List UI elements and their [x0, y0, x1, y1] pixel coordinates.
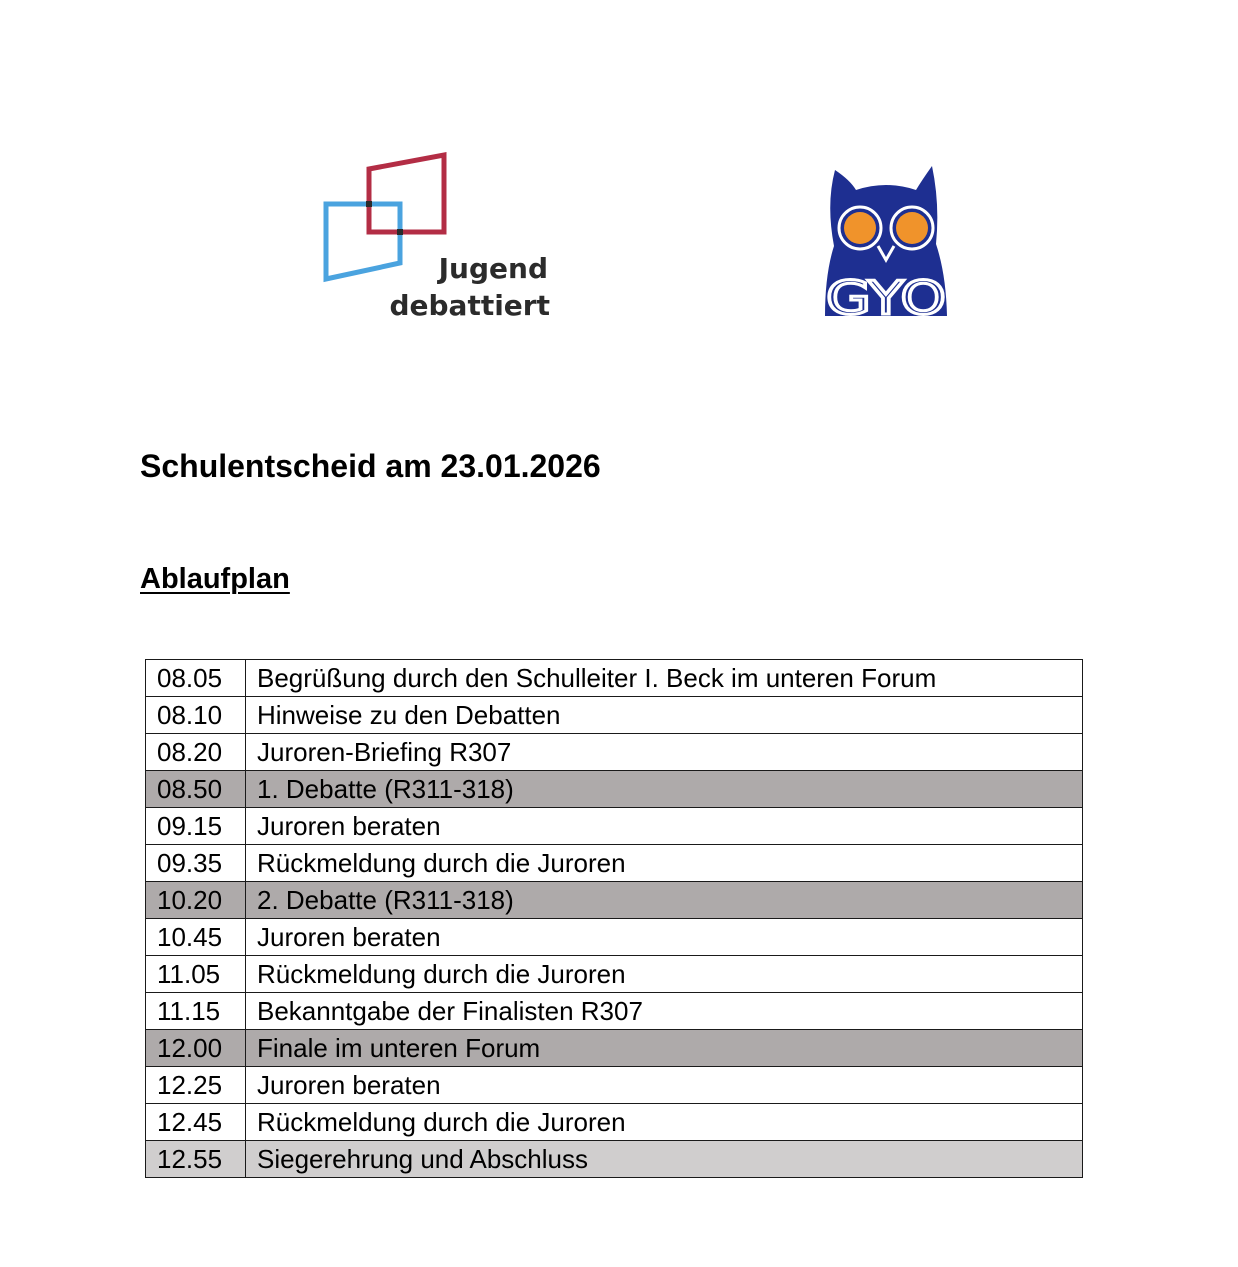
table-row [146, 697, 1083, 734]
event-cell: 1. Debatte (R311-318) [246, 771, 1083, 808]
time-cell: 10.20 [146, 882, 246, 919]
table-row [146, 1104, 1083, 1141]
table-row [146, 956, 1083, 993]
time-cell: 11.15 [146, 993, 246, 1030]
time-cell: 12.25 [146, 1067, 246, 1104]
table-row [146, 919, 1083, 956]
gyo-owl-logo [822, 164, 950, 316]
time-cell: 10.45 [146, 919, 246, 956]
owl-text-gyo: GYO [826, 271, 946, 316]
time-cell: 11.05 [146, 956, 246, 993]
time-cell: 08.20 [146, 734, 246, 771]
time-cell: 08.05 [146, 660, 246, 697]
owl-eye-left [844, 212, 876, 244]
table-row [146, 1141, 1083, 1178]
event-cell: Juroren beraten [246, 1067, 1083, 1104]
section-heading: Ablaufplan [140, 563, 290, 595]
schedule-table-body [146, 660, 1083, 1178]
event-cell: Rückmeldung durch die Juroren [246, 845, 1083, 882]
table-row [146, 1030, 1083, 1067]
table-row [146, 1067, 1083, 1104]
owl-eye-right [896, 212, 928, 244]
logo-overlap-mark [366, 201, 372, 207]
event-cell: Finale im unteren Forum [246, 1030, 1083, 1067]
time-cell: 09.15 [146, 808, 246, 845]
logo-text-debattiert: debattiert [389, 289, 550, 322]
logo-blue-frame [326, 204, 400, 279]
event-cell: Hinweise zu den Debatten [246, 697, 1083, 734]
page-title: Schulentscheid am 23.01.2026 [140, 448, 601, 484]
event-cell: Siegerehrung und Abschluss [246, 1141, 1083, 1178]
logo-text-jugend: Jugend [438, 252, 548, 285]
event-cell: Juroren-Briefing R307 [246, 734, 1083, 771]
event-cell: Bekanntgabe der Finalisten R307 [246, 993, 1083, 1030]
time-cell: 12.55 [146, 1141, 246, 1178]
event-cell: Juroren beraten [246, 919, 1083, 956]
table-row [146, 845, 1083, 882]
table-row [146, 771, 1083, 808]
table-row [146, 734, 1083, 771]
time-cell: 12.00 [146, 1030, 246, 1067]
table-row [146, 993, 1083, 1030]
table-row [146, 882, 1083, 919]
time-cell: 09.35 [146, 845, 246, 882]
event-cell: 2. Debatte (R311-318) [246, 882, 1083, 919]
event-cell: Rückmeldung durch die Juroren [246, 1104, 1083, 1141]
jugend-debattiert-logo [320, 150, 560, 330]
event-cell: Rückmeldung durch die Juroren [246, 956, 1083, 993]
schedule-table [145, 659, 1083, 1178]
table-row [146, 660, 1083, 697]
time-cell: 08.50 [146, 771, 246, 808]
event-cell: Juroren beraten [246, 808, 1083, 845]
event-cell: Begrüßung durch den Schulleiter I. Beck im unteren Forum [246, 660, 1083, 697]
logo-overlap-mark [397, 229, 403, 235]
logo-red-frame [369, 155, 444, 232]
time-cell: 08.10 [146, 697, 246, 734]
table-row [146, 808, 1083, 845]
time-cell: 12.45 [146, 1104, 246, 1141]
